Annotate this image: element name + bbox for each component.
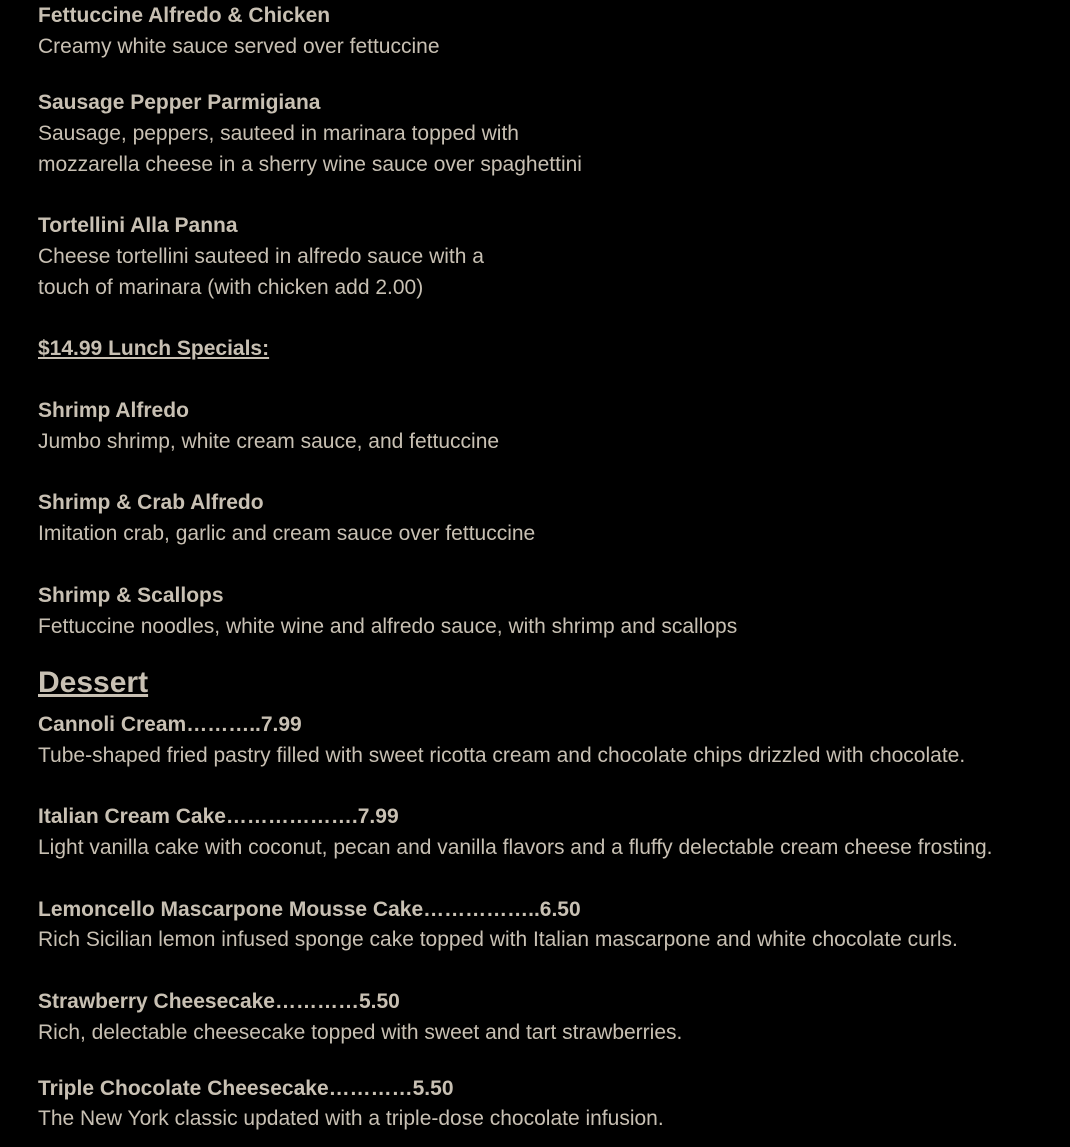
menu-item-description: Sausage, peppers, sauteed in marinara topped with [38,122,519,145]
menu-item-name: Strawberry Cheesecake…………5.50 [38,990,400,1013]
menu-item-description: Rich, delectable cheesecake topped with sweet and tart strawberries. [38,1021,683,1044]
menu-item-description: mozzarella cheese in a sherry wine sauce over spaghettini [38,153,582,176]
menu-item-description: Fettuccine noodles, white wine and alfredo sauce, with shrimp and scallops [38,615,738,638]
menu-item-description: Tube-shaped fried pastry filled with sweet ricotta cream and chocolate chips drizzled with chocolate. [38,744,966,767]
lunch-specials-heading: $14.99 Lunch Specials: [38,337,270,360]
menu-item-name: Shrimp & Scallops [38,584,224,607]
menu-item-name: Fettuccine Alfredo & Chicken [38,4,331,27]
menu-item-name: Shrimp & Crab Alfredo [38,491,264,514]
menu-item-description: Cheese tortellini sauteed in alfredo sauce with a [38,245,484,268]
menu-item-name: Cannoli Cream………..7.99 [38,713,302,736]
menu-item-description: Creamy white sauce served over fettuccine [38,35,440,58]
menu-item-description: The New York classic updated with a triple-dose chocolate infusion. [38,1107,664,1130]
menu-item-name: Triple Chocolate Cheesecake…………5.50 [38,1077,454,1100]
menu-item-name: Tortellini Alla Panna [38,214,238,237]
menu-item-description: Rich Sicilian lemon infused sponge cake topped with Italian mascarpone and white chocolate curls. [38,928,958,951]
menu-item-description: touch of marinara (with chicken add 2.00) [38,276,424,299]
menu-item-description: Jumbo shrimp, white cream sauce, and fettuccine [38,430,500,453]
menu-item-description: Light vanilla cake with coconut, pecan and vanilla flavors and a fluffy delectable cream cheese frosting. [38,836,993,859]
menu-item-name: Sausage Pepper Parmigiana [38,91,321,114]
menu-item-name: Italian Cream Cake……………….7.99 [38,805,399,828]
menu-item-name: Shrimp Alfredo [38,399,189,422]
dessert-heading: Dessert [38,666,149,699]
menu-item-name: Lemoncello Mascarpone Mousse Cake……………..6.50 [38,898,581,921]
menu-item-description: Imitation crab, garlic and cream sauce over fettuccine [38,522,536,545]
